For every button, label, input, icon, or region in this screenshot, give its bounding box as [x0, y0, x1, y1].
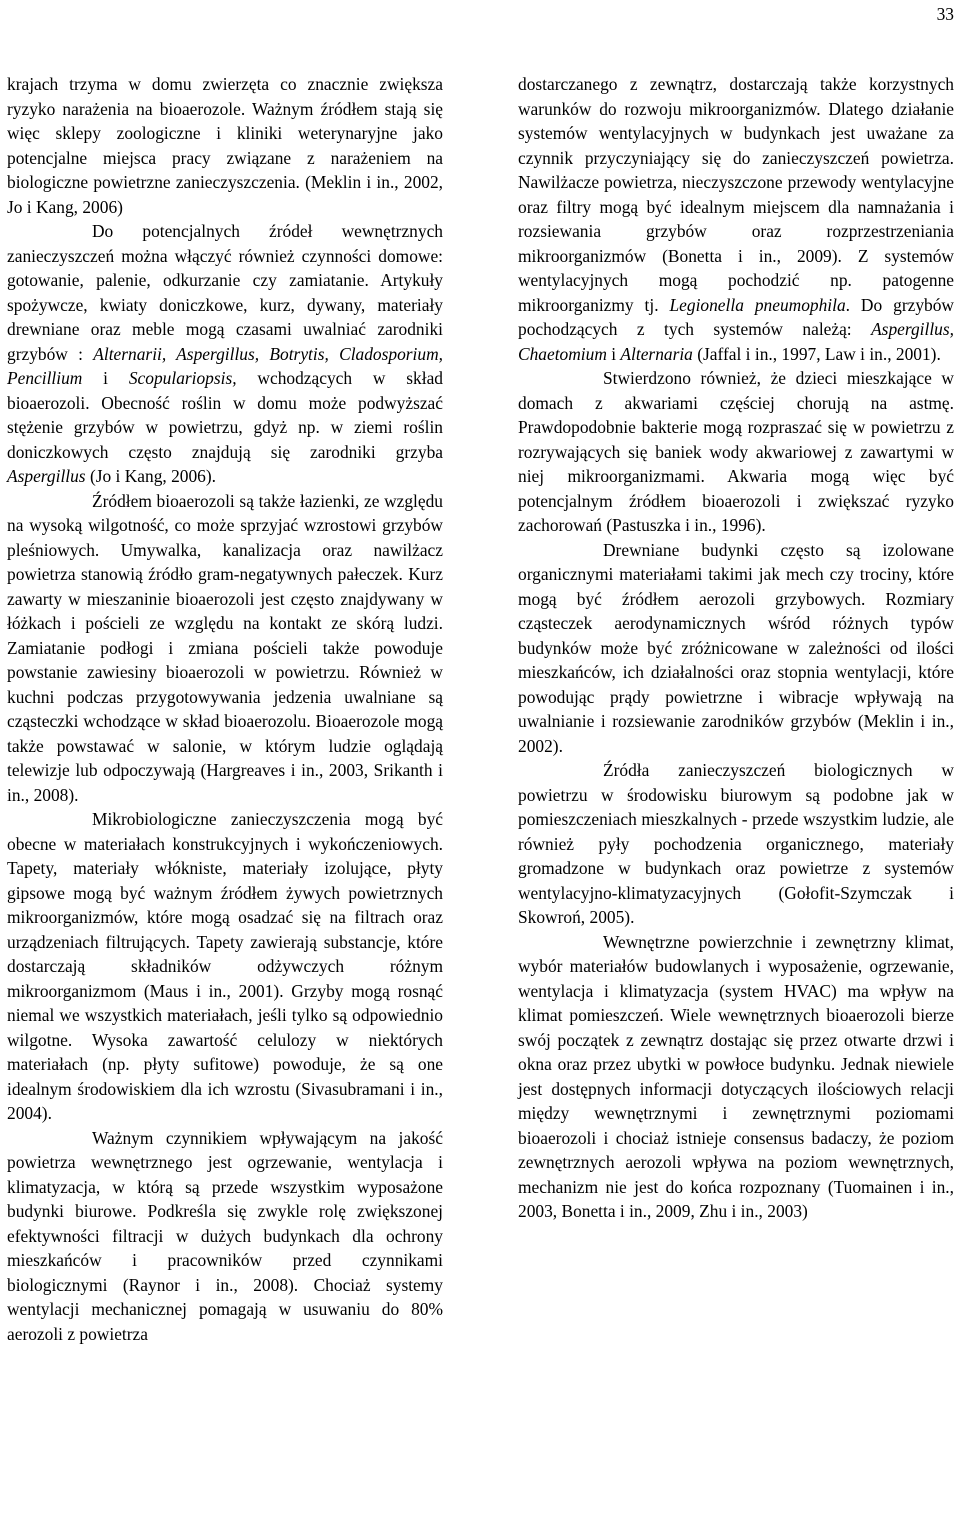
left-column [7, 72, 443, 1346]
paragraph [518, 72, 954, 366]
italic-text: Alternaria [620, 343, 693, 364]
text-run: . Do grzybów pochodzących z tych systemów należą: [518, 294, 954, 339]
paragraph [7, 219, 443, 489]
paragraph [7, 1126, 443, 1347]
text-run: Źródła zanieczyszczeń biologicznych w powietrzu w środowisku biurowym są podobne jak w pomieszczeniach mieszkalnych - przede wszystkim ludzie, ale również pyły pochodzenia organicznego, materiały gromadzone w budynkach oraz powietrze z systemów wentylacyjno-klimatyzacyjnych (Gołofit-Szymczak i Skowroń, 2005). [518, 760, 954, 927]
text-run: i [606, 343, 621, 364]
italic-text: Legionella pneumophila [669, 294, 846, 315]
text-run: (Jaffal i in., 1997, Law i in., 2001). [692, 343, 941, 364]
text-run: Mikrobiologiczne zanieczyszczenia mogą być obecne w materiałach konstrukcyjnych i wykończeniowych. Tapety, materiały włókniste, materiały izolujące, płyty gipsowe mogą być ważnym źródłem żywych powietrznych mikroorganizmów, które mogą osadzać się na filtrach oraz urządzeniach filtrujących. Tapety zawierają substancje, które dostarczają składników odżywczych różnym mikroorganizmom (Maus i in., 2001). Grzyby mogą rosnąć niemal we wszystkich materiałach, jeśli tylko są odpowiednio wilgotne. Wysoka zawartość celulozy w niektórych materiałach (np. płyty sufitowe) powoduje, że są one idealnym środowiskiem dla ich wzrostu (Sivasubramani i in., 2004). [7, 809, 443, 1123]
right-column [518, 72, 954, 1224]
text-run: dostarczanego z zewnątrz, dostarczają także korzystnych warunków do rozwoju mikroorganizmów. Dlatego działanie systemów wentylacyjnych w budynkach jest uważane za czynnik przyczyniający się do zanieczyszczeń powietrza. Nawilżacze powietrza, nieczyszczone przewody wentylacyjne oraz filtry mogą być idealnym miejscem dla namnażania i rozsiewania grzybów oraz rozprzestrzeniania mikroorganizmów (Bonetta i in., 2009). Z systemów wentylacyjnych mogą pochodzić np. patogenne mikroorganizmy tj. [518, 74, 954, 315]
page-number: 33 [936, 4, 954, 24]
italic-text: Alternarii, Aspergillus, Botrytis, Cladosporium, Pencillium [7, 343, 443, 388]
paragraph [7, 72, 443, 219]
text-run: Do potencjalnych źródeł wewnętrznych zanieczyszczeń można włączyć również czynności domowe: gotowanie, palenie, odkurzanie czy zamiatanie. Artykuły spożywcze, kwiaty doniczkowe, kurz, dywany, materiały drewniane oraz meble mogą czasami uwalniać zarodniki grzybów : [7, 221, 443, 364]
paragraph [518, 930, 954, 1224]
paragraph [7, 489, 443, 808]
text-run: Stwierdzono również, że dzieci mieszkające w domach z akwariami częściej chorują na astmę. Prawdopodobnie bakterie mogą rozpraszać się w powietrzu z rozrywających się baniek wody akwariowej z zawartymi w niej mikroorganizmami. Akwaria mogą więc być potencjalnym źródłem bioaerozoli i zwiększać ryzyko zachorowań (Pastuszka i in., 1996). [518, 368, 954, 535]
text-run: krajach trzyma w domu zwierzęta co znacznie zwiększa ryzyko narażenia na bioaerozole. Ważnym źródłem stają się więc sklepy zoologiczne i kliniki weterynaryjne jako potencjalne miejsca pracy związane z narażeniem na biologiczne powietrzne zanieczyszczenia. (Meklin i in., 2002, Jo i Kang, 2006) [7, 74, 443, 217]
paragraph [518, 538, 954, 759]
italic-text: Aspergillus, Chaetomium [518, 319, 954, 364]
text-run: Źródłem bioaerozoli są także łazienki, ze względu na wysoką wilgotność, co może sprzyjać wzrostowi grzybów pleśniowych. Umywalka, kanalizacja oraz nawilżacz powietrza stanowią źródło gram-negatywnych pałeczek. Kurz zawarty w mieszaninie bioaerozoli jest często znajdywany w łóżkach i pościeli ze względu na kontakt ze skórą ludzi. Zamiatanie podłogi i zmiana pościeli także powoduje powstanie zawiesiny bioaerozoli w powietrzu. Również w kuchni podczas przygotowywania jedzenia uwalniane są cząsteczki wchodzące w skład bioaerozolu. Bioaerozole mogą także powstawać w salonie, w którym ludzie oglądają telewizje lub odpoczywają (Hargreaves i in., 2003, Srikanth i in., 2008). [7, 490, 443, 805]
text-run: Wewnętrzne powierzchnie i zewnętrzny klimat, wybór materiałów budowlanych i wyposażenie, ogrzewanie, wentylacja i klimatyzacja (system HVAC) ma wpływ na klimat pomieszczeń. Wiele wewnętrznych bioaerozoli bierze swój początek z zewnątrz dostając się przez otwarte drzwi i okna oraz przez ubytki w powłoce budynku. Jednak niewiele jest dostępnych informacji dotyczących ilościowych relacji między wewnętrznymi i zewnętrznymi poziomami bioaerozoli i chociaż istnieje consensus badaczy, że poziom zewnętrznych aerozoli wpływa na poziom wewnętrznych, mechanizm nie jest do końca rozpoznany (Tuomainen i in., 2003, Bonetta i in., 2009, Zhu i in., 2003) [518, 931, 954, 1221]
paragraph [7, 807, 443, 1126]
text-run: Drewniane budynki często są izolowane organicznymi materiałami takimi jak mech czy trociny, które mogą być źródłem aerozoli grzybowych. Rozmiary cząsteczek aerodynamicznych wśród różnych typów budynków może być zróżnicowane w zależności od ilości mieszkańców, ich działalności oraz stopnia wentylacji, które powodując prądy powietrzne i wibracje wpływają na uwalnianie i rozsiewanie zarodników grzybów (Meklin i in., 2002). [518, 539, 954, 756]
text-run: wchodzących w skład bioaerozoli. Obecność roślin w domu może podwyższać stężenie grzybów w powietrzu, gdyż np. w ziemi roślin doniczkowych często znajdują się zarodniki grzyba [7, 368, 443, 462]
paragraph [518, 366, 954, 538]
text-run: i [82, 368, 129, 388]
italic-text: Scopulariopsis, [128, 368, 237, 388]
text-run: Ważnym czynnikiem wpływającym na jakość powietrza wewnętrznego jest ogrzewanie, wentylacja i klimatyzacja, w którą są przede wszystkim wyposażone budynki biurowe. Podkreśla się zwykle rolę zwiększonej efektywności filtracji w dużych budynkach dla ochrony mieszkańców i pracowników przed czynnikami biologicznymi (Raynor i in., 2008). Chociaż systemy wentylacji mechanicznej pomagają w usuwaniu do 80% aerozoli z powietrza [7, 1127, 443, 1344]
italic-text: Aspergillus [7, 466, 86, 486]
text-run: (Jo i Kang, 2006). [85, 466, 217, 486]
paragraph [518, 758, 954, 930]
